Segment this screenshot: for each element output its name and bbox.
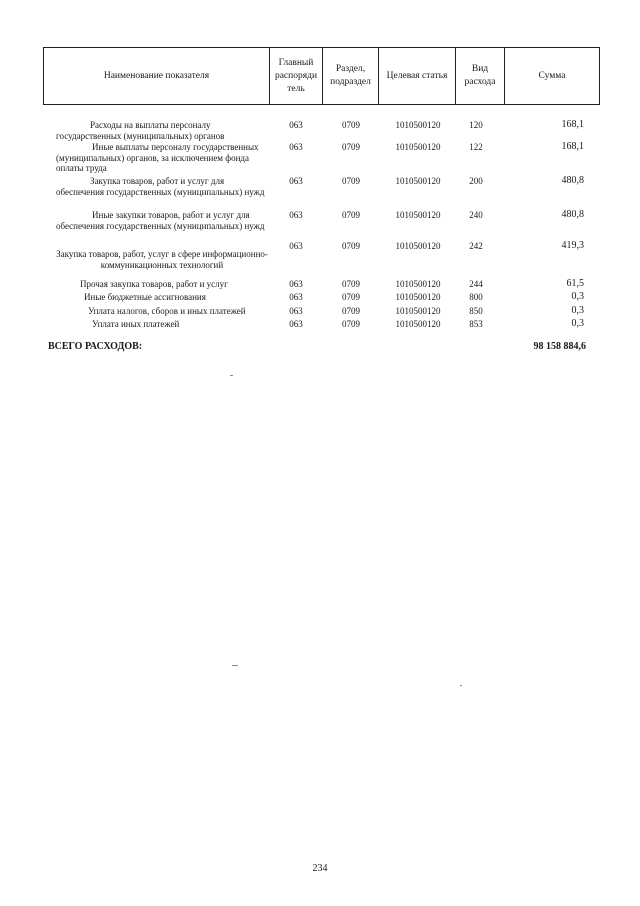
column-header-table [43,47,600,105]
row-glavny: 063 [289,292,303,302]
row-celevaya: 1010500120 [395,176,441,186]
row-glavny: 063 [289,142,303,152]
row-name: Закупка товаров, работ и услуг для обеспечения государственных (муниципальных) нужд [56,176,265,197]
row-vid: 242 [469,241,483,251]
header-name: Наименование показателя [44,48,270,105]
row-celevaya: 1010500120 [395,292,441,302]
row-razdel: 0709 [342,120,360,130]
row-celevaya: 1010500120 [395,319,441,329]
row-name: Иные бюджетные ассигнования [84,292,206,302]
row-name: Уплата налогов, сборов и иных платежей [88,306,246,316]
row-celevaya: 1010500120 [395,306,441,316]
row-razdel: 0709 [342,292,360,302]
row-vid: 200 [469,176,483,186]
row-summa: 0,3 [571,318,584,329]
row-name: Расходы на выплаты персоналу государственных (муниципальных) органов [56,120,225,141]
row-razdel: 0709 [342,279,360,289]
row-name: Уплата иных платежей [92,319,180,329]
row-name: Иные выплаты персоналу государственных (муниципальных) органов, за исключением фонда оплаты труда [56,142,259,173]
row-vid: 240 [469,210,483,220]
row-celevaya: 1010500120 [395,279,441,289]
row-summa: 480,8 [561,175,584,186]
row-summa: 0,3 [571,291,584,302]
row-glavny: 063 [289,120,303,130]
row-vid: 120 [469,120,483,130]
total-label: ВСЕГО РАСХОДОВ: [48,341,143,352]
row-name: Иные закупки товаров, работ и услуг для обеспечения государственных (муниципальных) нужд [56,210,265,231]
header-summa: Сумма [505,48,600,105]
scan-speck [230,375,233,376]
row-summa: 168,1 [561,119,584,130]
row-vid: 850 [469,306,483,316]
row-glavny: 063 [289,176,303,186]
total-value: 98 158 884,6 [533,341,586,352]
row-celevaya: 1010500120 [395,120,441,130]
row-vid: 244 [469,279,483,289]
row-vid: 122 [469,142,483,152]
scan-speck [232,665,238,666]
row-glavny: 063 [289,210,303,220]
row-name: Прочая закупка товаров, работ и услуг [80,279,228,289]
row-razdel: 0709 [342,306,360,316]
row-razdel: 0709 [342,210,360,220]
row-razdel: 0709 [342,319,360,329]
row-name: Закупка товаров, работ, услуг в сфере информационно-коммуникационных технологий [56,249,268,270]
row-celevaya: 1010500120 [395,210,441,220]
row-glavny: 063 [289,306,303,316]
row-razdel: 0709 [342,142,360,152]
header-row [44,48,600,105]
row-razdel: 0709 [342,176,360,186]
row-summa: 480,8 [561,209,584,220]
row-summa: 168,1 [561,141,584,152]
row-celevaya: 1010500120 [395,241,441,251]
row-razdel: 0709 [342,241,360,251]
header-vid: Вид расхода [456,48,505,105]
row-summa: 61,5 [566,278,584,289]
row-celevaya: 1010500120 [395,142,441,152]
row-summa: 0,3 [571,305,584,316]
header-glavny: Главный распоряди тель [270,48,323,105]
row-glavny: 063 [289,241,303,251]
header-razdel: Раздел, подраздел [323,48,379,105]
row-glavny: 063 [289,279,303,289]
header-celevaya: Целевая статья [379,48,456,105]
row-summa: 419,3 [561,240,584,251]
row-glavny: 063 [289,319,303,329]
row-vid: 853 [469,319,483,329]
row-vid: 800 [469,292,483,302]
scan-speck [460,685,462,686]
page-number: 234 [312,863,328,874]
